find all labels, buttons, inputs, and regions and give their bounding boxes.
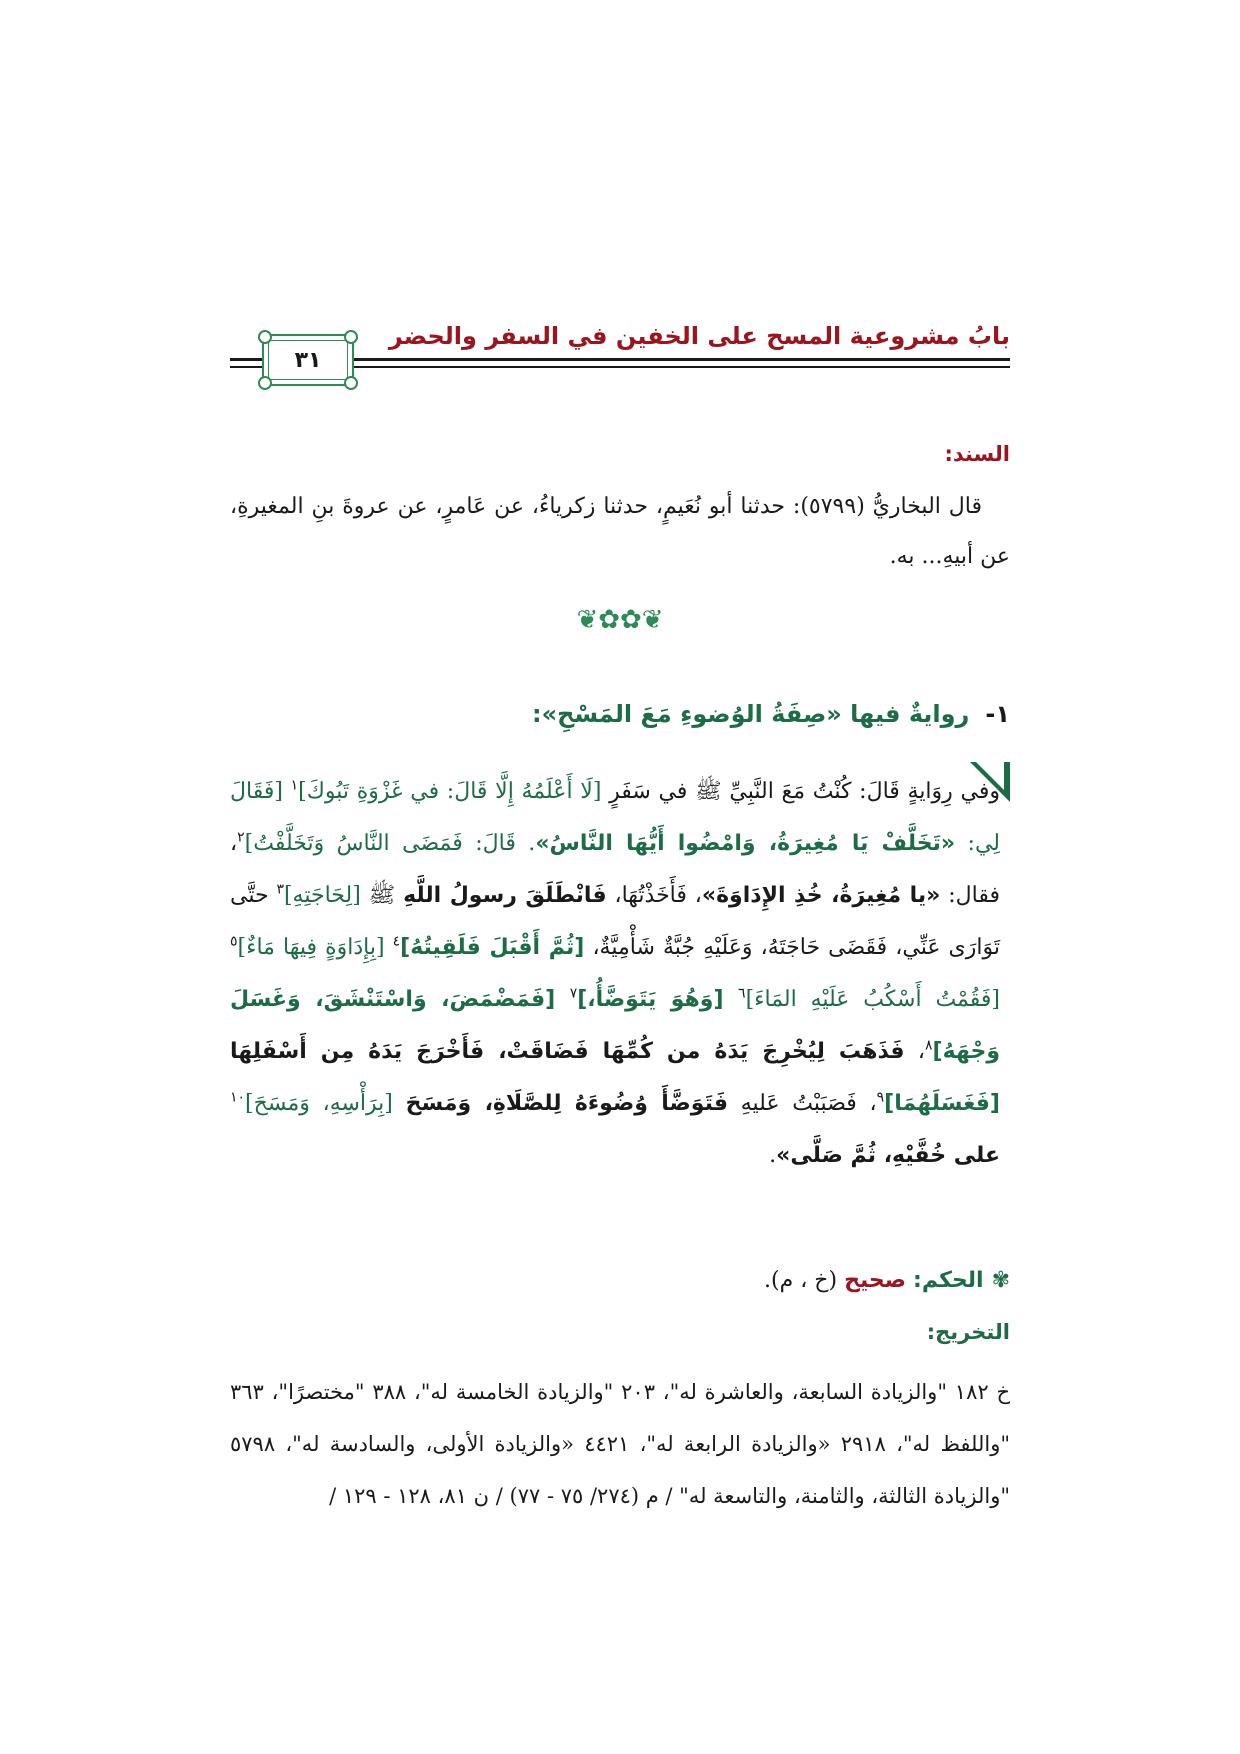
hadith-segment: [بِإِدَاوَةٍ فِيهَا مَاءٌ] bbox=[237, 935, 393, 960]
flower-ornament-icon: ✾ bbox=[991, 1268, 1010, 1293]
hadith-segment: [وَهُوَ يَتَوَضَّأُ،] bbox=[577, 987, 739, 1012]
takhrij-label: التخريج: bbox=[926, 1320, 1010, 1344]
hadith-segment: [فَمَضْمَضَ، وَاسْتَنْشَقَ، وَغَسَلَ وَجْهَهُ] bbox=[230, 987, 1000, 1064]
footnote-marker: ٣ bbox=[276, 881, 284, 898]
takhrij-text: خ ١٨٢ "والزيادة السابعة، والعاشرة له"، ٢٠٣ "والزيادة الخامسة له"، ٣٨٨ "مختصرًا"، ٣٦٣ "واللفظ له"، ٢٩١٨ «والزيادة الرابعة له"، ٤٤٢١ «والزيادة الأولى، والسادسة له"، ٥٧٩٨ "والزيادة الثالثة، والثامنة، والتاسعة له" / م (٢٧٤/ ٧٥ - ٧٧) / ن ٨١، ١٢٨ - ١٢٩ / bbox=[230, 1380, 1011, 1508]
hadith-text bbox=[230, 766, 1000, 1182]
hadith-segment: ، فَصَبَبْتُ عَليهِ bbox=[728, 1091, 877, 1116]
hadith-segment: «يا مُغِيرَةُ، خُذِ الإِدَاوَةَ» bbox=[701, 883, 941, 908]
hadith-segment: ، فَأَخَذْتُهَا، bbox=[606, 883, 702, 908]
badge-corner-ornament-icon bbox=[344, 330, 358, 344]
badge-corner-ornament-icon bbox=[258, 330, 272, 344]
section-heading bbox=[230, 700, 1010, 728]
section-title: روايةٌ فيها «صِفَةُ الوُضوءِ مَعَ المَسْحِ»: bbox=[531, 700, 970, 728]
footnote-marker: ٨ bbox=[925, 1037, 933, 1054]
footnote-marker: ٧ bbox=[569, 985, 578, 1002]
footnote-marker: ٤ bbox=[392, 933, 401, 950]
footnote-marker: ١٠ bbox=[230, 1089, 246, 1106]
badge-corner-ornament-icon bbox=[344, 376, 358, 390]
chapter-title: بابُ مشروعية المسح على الخفين في السفر والحضر bbox=[388, 322, 1010, 350]
hukm-value: صحيح bbox=[844, 1268, 907, 1293]
footnote-marker: ٦ bbox=[738, 985, 746, 1002]
hadith-segment: [لِحَاجَتِهِ] bbox=[283, 883, 361, 908]
hukm-label: الحكم: bbox=[913, 1268, 984, 1293]
hukm-line bbox=[230, 1268, 1010, 1293]
hadith-segment: [فَقُمْتُ أَسْكُبُ عَلَيْهِ المَاءَ] bbox=[745, 987, 1000, 1012]
hadith-segment: . bbox=[769, 1143, 777, 1168]
sanad-label: السند: bbox=[944, 442, 1010, 466]
hadith-segment: [بِرَأْسِهِ، وَمَسَحَ] bbox=[245, 1091, 406, 1116]
ornament-divider-icon: ❦✿✿❦ bbox=[576, 605, 664, 635]
footnote-marker: ٩ bbox=[876, 1089, 885, 1106]
hadith-segment: . قَالَ: فَمَضَى النَّاسُ وَتَخَلَّفْتُ] bbox=[244, 831, 536, 856]
hadith-segment: ، bbox=[904, 1039, 926, 1064]
footnote-marker: ٥ bbox=[230, 933, 238, 950]
page-number-badge bbox=[262, 334, 354, 386]
hadith-segment: [فَقَالَ لِي: bbox=[230, 779, 1000, 856]
hadith-segment: [لَا أَعْلَمُهُ إِلَّا قَالَ: في غَزْوَةِ تَبُوكَ] bbox=[298, 779, 602, 804]
hadith-segment: وفي رِوَايةٍ قَالَ: كُنْتُ مَعَ النَّبِيِّ ﷺ في سَفَرٍ bbox=[601, 779, 1000, 804]
hukm-source: (خ ، م). bbox=[764, 1268, 838, 1293]
section-number: ١- bbox=[985, 700, 1010, 728]
hadith-segment: [فَغَسَلَهُمَا] bbox=[884, 1091, 1000, 1116]
hadith-segment: فَذَهَبَ لِيُخْرِجَ يَدَهُ من كُمِّهَا فَضَاقَتْ، فَأَخْرَجَ يَدَهُ مِن أَسْفَلِهَا bbox=[230, 1039, 905, 1064]
hadith-segment: ﷺ bbox=[360, 883, 404, 908]
footnote-marker: ١ bbox=[290, 777, 299, 794]
hadith-segment: «تَخَلَّفْ يَا مُغِيرَةُ، وَامْضُوا أَيُّهَا النَّاسُ» bbox=[535, 831, 956, 856]
hadith-segment: حتَّى تَوَارَى عَنِّي، فَقَضَى حَاجَتَهُ، وَعَلَيْهِ جُبَّةٌ شَأْمِيَّةٌ، bbox=[230, 883, 1000, 960]
hadith-segment: ، فقال: bbox=[230, 831, 1001, 908]
hadith-segment: فَتَوَضَّأَ وُضُوءَهُ لِلصَّلَاةِ، وَمَسَحَ bbox=[405, 1091, 728, 1116]
hadith-segment: [ثُمَّ أَقْبَلَ فَلَقِيتُهُ] bbox=[400, 935, 585, 960]
hadith-segment: على خُفَّيْهِ، ثُمَّ صَلَّى» bbox=[776, 1143, 1000, 1168]
badge-corner-ornament-icon bbox=[258, 376, 272, 390]
footnote-marker: ٢ bbox=[237, 829, 245, 846]
page-number: ٣١ bbox=[294, 347, 322, 373]
hadith-segment: فَانْطَلَقَ رسولُ اللَّهِ bbox=[403, 883, 607, 908]
sanad-text: قال البخاريُّ (٥٧٩٩): حدثنا أبو نُعَيمٍ، حدثنا زكرياءُ، عن عَامرٍ، عن عروةَ بنِ المغيرةِ، عن أبيهِ... به. bbox=[230, 494, 1010, 569]
